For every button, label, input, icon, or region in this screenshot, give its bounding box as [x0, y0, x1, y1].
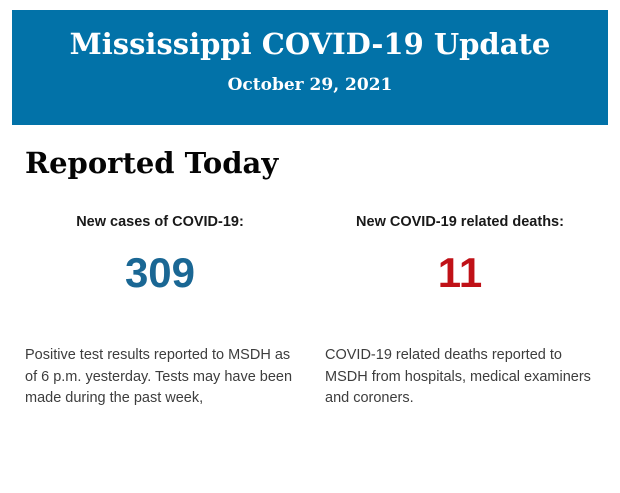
new-deaths-label: New COVID-19 related deaths: — [356, 214, 564, 230]
section-heading-reported-today: Reported Today — [25, 146, 279, 180]
stat-new-cases — [25, 213, 295, 410]
new-cases-value: 309 — [124, 249, 196, 296]
stats-grid — [25, 213, 595, 410]
new-cases-description: Positive test results reported to MSDH as of 6 p.m. yesterday. Tests may have been made during the past week, — [25, 347, 293, 406]
msdh-covid-update-page — [0, 10, 620, 410]
report-date: October 29, 2021 — [227, 75, 393, 95]
new-deaths-value: 11 — [437, 249, 483, 296]
stat-new-deaths — [325, 213, 595, 410]
new-cases-label: New cases of COVID-19: — [76, 214, 244, 230]
new-deaths-description: COVID-19 related deaths reported to MSDH from hospitals, medical examiners and coroners. — [325, 347, 591, 406]
header-banner — [12, 10, 608, 125]
main-content — [0, 145, 620, 410]
page-title: Mississippi COVID-19 Update — [69, 27, 551, 61]
